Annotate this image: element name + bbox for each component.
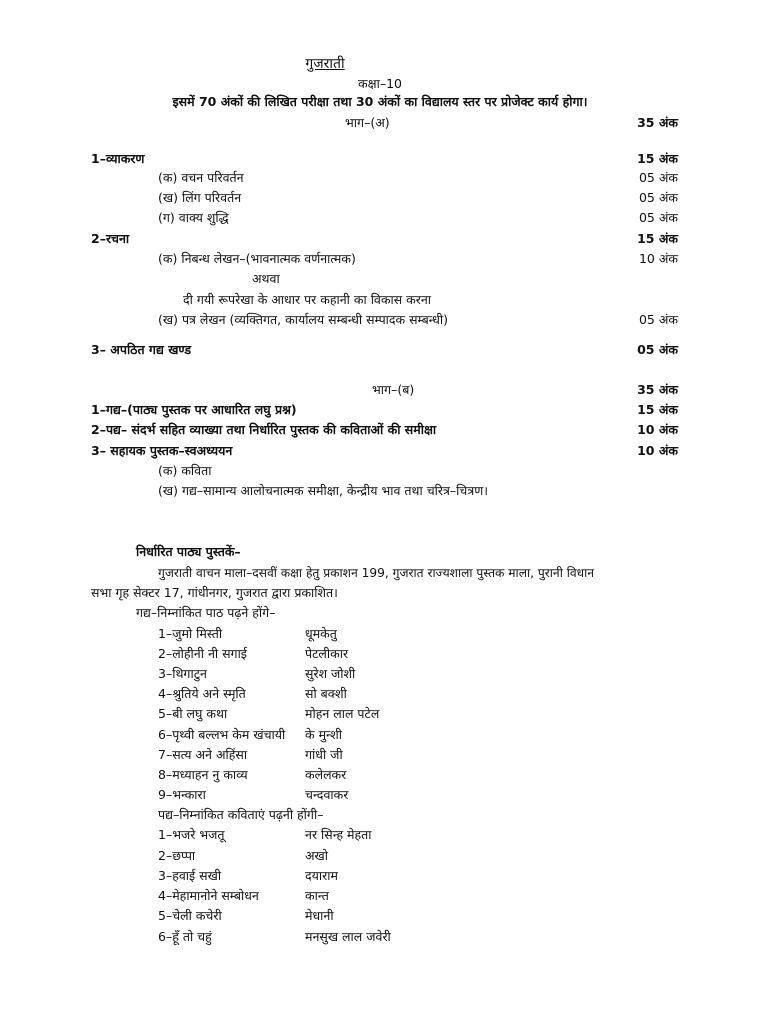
composition-alternative: दी गयी रूपरेखा के आधार पर कहानी का विकास करना [183, 292, 432, 307]
part-b-row-marks: 15 अंक [637, 402, 678, 417]
prose-title: 1–जुमो मिस्ती [158, 626, 223, 641]
poetry-title: 6–हूँ तो चहुं [158, 929, 212, 944]
prose-title: 9–भन्कारा [158, 787, 206, 802]
poetry-author: दयाराम [305, 868, 338, 883]
prose-author: सुरेश जोशी [305, 666, 356, 681]
section-composition-marks: 15 अंक [637, 231, 678, 246]
part-a-marks: 35 अंक [637, 115, 678, 130]
page-title: गुजराती [305, 56, 345, 72]
prose-author: कलेलकर [305, 767, 347, 782]
part-b-row-marks: 10 अंक [637, 443, 678, 458]
part-a-heading: भाग–(अ) [345, 115, 390, 130]
grammar-item-marks: 05 अंक [638, 170, 678, 185]
part-b-row: 3– सहायक पुस्तक–स्वअध्ययन [91, 443, 233, 458]
prose-title: 2–लोहीनी नी सगाई [158, 646, 247, 661]
part-b-heading: भाग–(ब) [372, 382, 415, 397]
poetry-title: 4–मेहामानोने सम्बोधन [158, 888, 259, 903]
composition-item-marks: 05 अंक [638, 312, 678, 327]
poetry-author: मनसुख लाल जवेरी [305, 929, 391, 944]
section-composition-title: 2–रचना [91, 231, 130, 246]
part-b-sub-item: (क) कविता [158, 463, 212, 478]
prose-author: मोहन लाल पटेल [305, 706, 380, 721]
part-b-row-marks: 10 अंक [637, 422, 678, 437]
prose-title: 6–पृथ्वी बल्लभ केम खंचायी [158, 727, 286, 742]
grammar-item-marks: 05 अंक [638, 210, 678, 225]
intro-text: इसमें 70 अंकों की लिखित परीक्षा तथा 30 अंकों का विद्यालय स्तर पर प्रोजेक्ट कार्य होगा। [172, 94, 588, 109]
section-unseen-marks: 05 अंक [637, 342, 678, 357]
prose-author: चन्दवाकर [305, 787, 349, 802]
prose-title: 3–थिगाटुन [158, 666, 207, 681]
poetry-title: 3–हवाई सखी [158, 868, 222, 883]
grammar-item: (क) वचन परिवर्तन [158, 170, 244, 185]
poetry-author: नर सिन्ह मेहता [305, 827, 372, 842]
prose-author: के मुन्शी [305, 727, 343, 742]
grammar-item: (ग) वाक्य शुद्धि [158, 210, 229, 225]
part-b-marks: 35 अंक [637, 382, 678, 397]
poetry-heading: पद्य–निम्नांकित कविताएं पढ़नी होंगी– [158, 807, 324, 822]
section-unseen-title: 3– अपठित गद्य खण्ड [91, 342, 192, 357]
poetry-author: कान्त [305, 888, 329, 903]
prose-title: 7–सत्य अने अहिंसा [158, 747, 248, 762]
part-b-row: 1–गद्य–(पाठ्य पुस्तक पर आधारित लघु प्रश्न) [91, 402, 297, 417]
class-label: कक्षा–10 [358, 76, 402, 91]
prescribed-heading: निर्धारित पाठ्य पुस्तकें– [136, 544, 241, 559]
section-grammar-title: 1–व्याकरण [91, 151, 145, 166]
prose-heading: गद्य–निम्नांकित पाठ पढ़ने होंगे– [136, 605, 276, 620]
prose-author: गांधी जी [305, 747, 343, 762]
part-b-row: 2–पद्य– संदर्भ सहित व्याख्या तथा निर्धारित पुस्तक की कविताओं की समीक्षा [91, 422, 437, 437]
composition-item-marks: 10 अंक [638, 251, 678, 266]
poetry-title: 2–छप्पा [158, 848, 196, 863]
poetry-title: 5–चेली कचेरी [158, 908, 222, 923]
part-b-sub-item: (ख) गद्य–सामान्य आलोचनात्मक समीक्षा, केन्द्रीय भाव तथा चरित्र–चित्रण। [158, 483, 489, 498]
prescribed-book-line: गुजराती वाचन माला–दसवीं कक्षा हेतु प्रकाशन 199, गुजरात राज्यशाला पुस्तक माला, पुरानी विधान [158, 566, 595, 580]
prose-title: 5–बी लघु कथा [158, 706, 228, 721]
poetry-author: मेधानी [305, 908, 334, 923]
grammar-item-marks: 05 अंक [638, 190, 678, 205]
prose-author: धूमकेतु [305, 626, 337, 641]
prose-author: सो बक्शी [305, 686, 347, 701]
composition-item: (ख) पत्र लेखन (व्यक्तिगत, कार्यालय सम्बन्धी सम्पादक सम्बन्धी) [158, 312, 449, 327]
prose-title: 8–मध्याहन नु काव्य [158, 767, 248, 782]
composition-or: अथवा [252, 271, 280, 286]
section-grammar-marks: 15 अंक [637, 151, 678, 166]
composition-item: (क) निबन्ध लेखन–(भावनात्मक वर्णनात्मक) [158, 251, 356, 266]
poetry-author: अखो [305, 848, 329, 863]
grammar-item: (ख) लिंग परिवर्तन [158, 190, 242, 205]
prose-author: पेटलीकार [305, 646, 349, 661]
prose-title: 4–श्रुतिये अने स्मृति [158, 686, 246, 701]
prescribed-book-line: सभा गृह सेक्टर 17, गांधीनगर, गुजरात द्वारा प्रकाशित। [91, 585, 338, 600]
poetry-title: 1–भजरे भजतू [158, 827, 225, 842]
